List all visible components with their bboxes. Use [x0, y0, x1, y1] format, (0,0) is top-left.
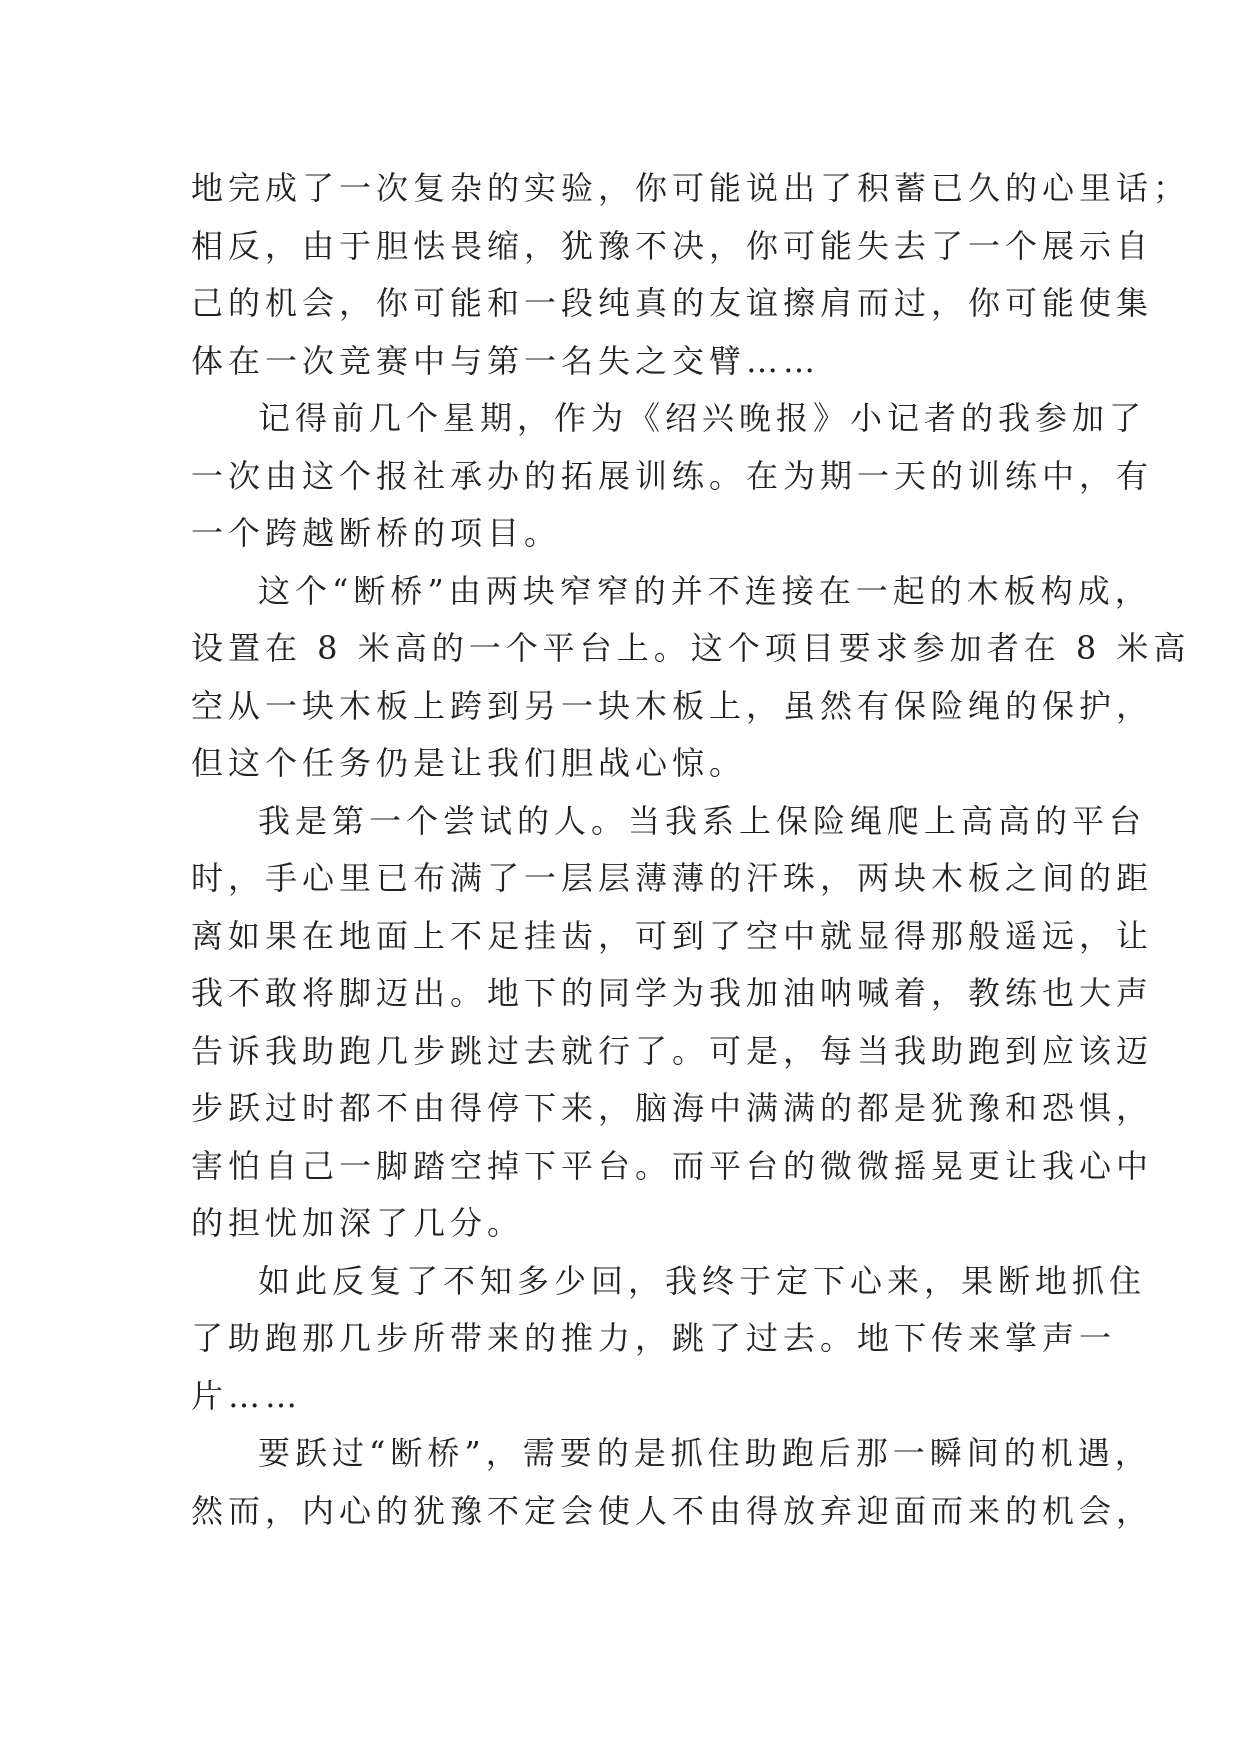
text-line: 我是第一个尝试的人。当我系上保险绳爬上高高的平台: [258, 801, 1147, 840]
text-line: 的担忧加深了几分。: [191, 1204, 525, 1242]
text-line: 告诉我助跑几步跳过去就行了。可是，每当我助跑到应该迈: [191, 1031, 1154, 1070]
text-line: 要跃过“断桥”，需要的是抓住助跑后那一瞬间的机遇，: [258, 1434, 1152, 1472]
text-line: 片……: [191, 1376, 303, 1415]
text-line: 但这个任务仍是让我们胆战心惊。: [191, 744, 747, 782]
text-line: 害怕自己一脚踏空掉下平台。而平台的微微摇晃更让我心中: [191, 1146, 1154, 1185]
text-line: 空从一块木板上跨到另一块木板上，虽然有保险绳的保护，: [191, 686, 1154, 725]
text-line: 离如果在地面上不足挂齿，可到了空中就显得那般遥远，让: [191, 916, 1154, 955]
body-text: [191, 160, 1191, 1540]
text-line: 己的机会，你可能和一段纯真的友谊擦肩而过，你可能使集: [191, 284, 1154, 322]
text-line: 一个跨越断桥的项目。: [191, 514, 562, 552]
text-line: 这个“断桥”由两块窄窄的并不连接在一起的木板构成，: [258, 571, 1152, 610]
text-line: 相反，由于胆怯畏缩，犹豫不决，你可能失去了一个展示自: [191, 226, 1154, 265]
paragraph: [191, 793, 1154, 1253]
text-line: 一次由这个报社承办的拓展训练。在为期一天的训练中，有: [191, 456, 1154, 495]
text-line: 设置在 8 米高的一个平台上。这个项目要求参加者在 8 米高: [191, 629, 1191, 667]
text-line: 我不敢将脚迈出。地下的同学为我加油呐喊着，教练也大声: [191, 974, 1154, 1012]
paragraph: [191, 390, 1154, 563]
text-line: 了助跑那几步所带来的推力，跳了过去。地下传来掌声一: [191, 1319, 1117, 1357]
text-line: 记得前几个星期，作为《绍兴晚报》小记者的我参加了: [258, 399, 1147, 437]
text-line: 步跃过时都不由得停下来，脑海中满满的都是犹豫和恐惧，: [191, 1089, 1154, 1127]
paragraph: [191, 1425, 1154, 1540]
text-line: 时，手心里已布满了一层层薄薄的汗珠，两块木板之间的距: [191, 859, 1154, 897]
text-line: 体在一次竞赛中与第一名失之交臂……: [191, 341, 821, 380]
paragraph: [191, 563, 1191, 793]
text-line: 地完成了一次复杂的实验，你可能说出了积蓄已久的心里话；: [191, 169, 1191, 207]
paragraph: [191, 160, 1191, 390]
text-line: 然而，内心的犹豫不定会使人不由得放弃迎面而来的机会，: [191, 1491, 1154, 1530]
text-line: 如此反复了不知多少回，我终于定下心来，果断地抓住: [258, 1261, 1147, 1300]
paragraph: [191, 1253, 1147, 1426]
